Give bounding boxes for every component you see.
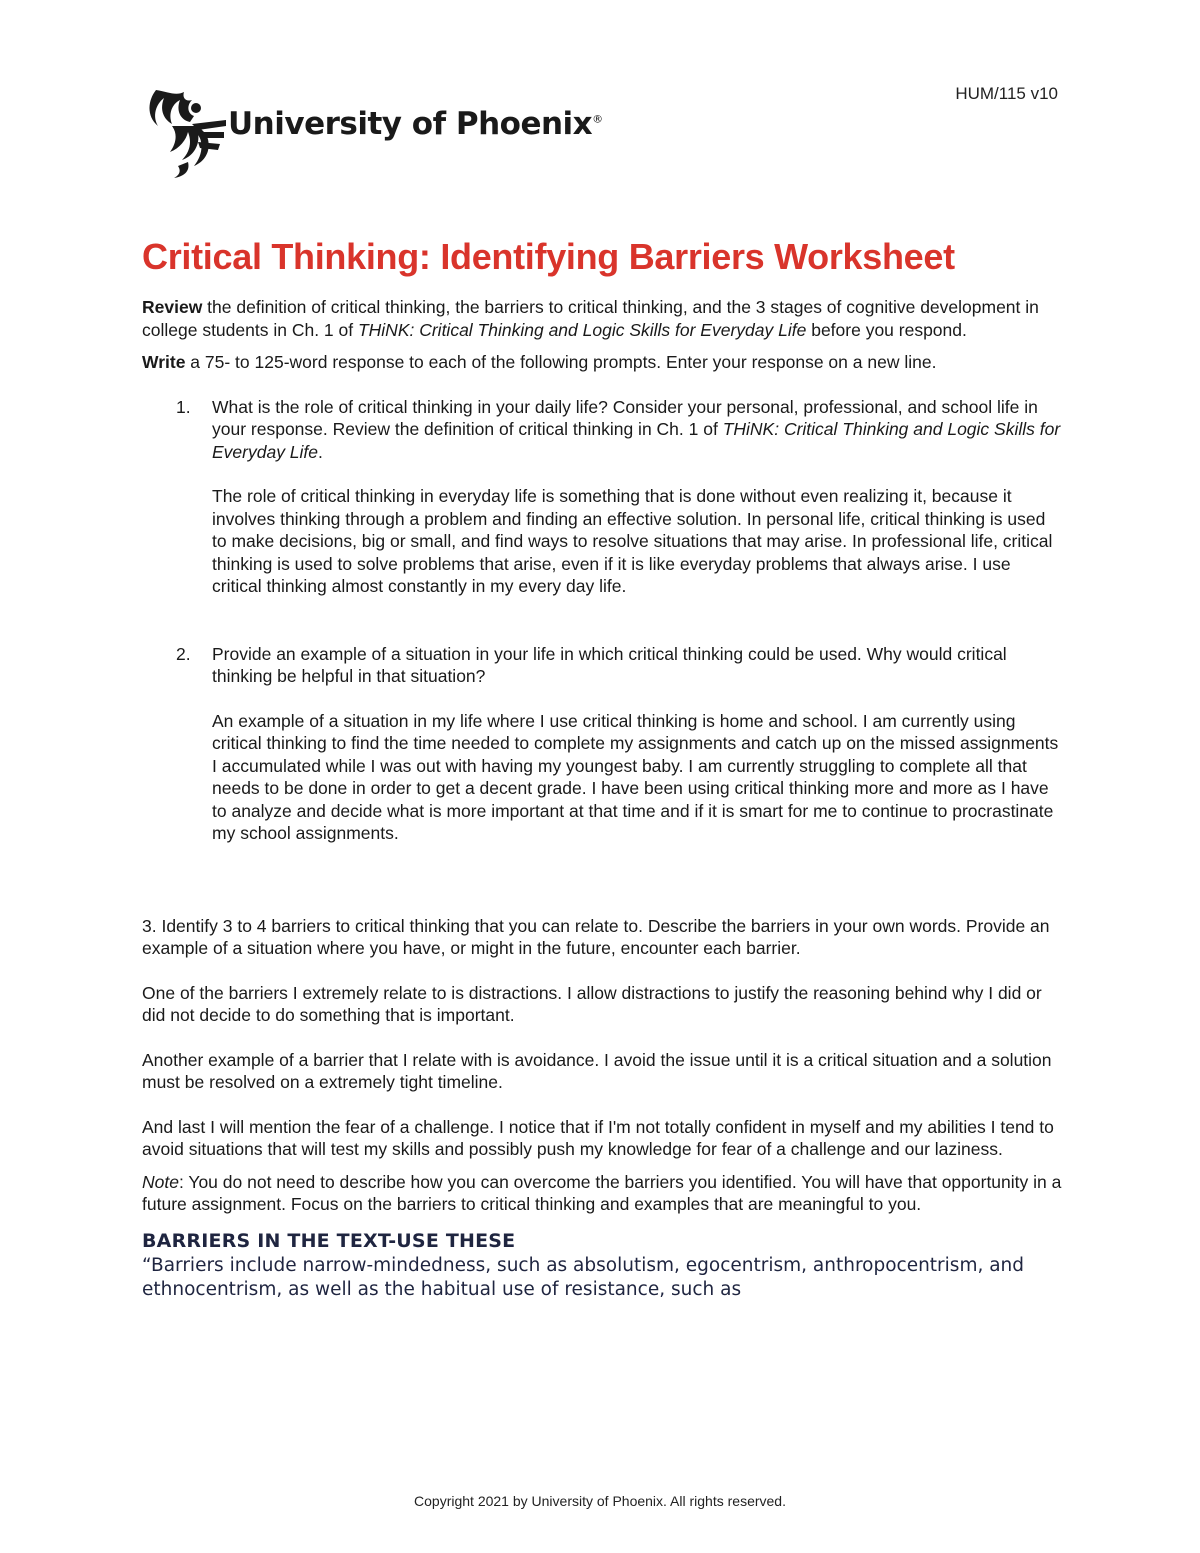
prompt-number: 1. <box>176 396 191 417</box>
prompt-question-end: . <box>318 441 323 462</box>
prompt-item-1 <box>142 396 1062 598</box>
review-book-title: THiNK: Critical Thinking and Logic Skills for Everyday Life <box>357 319 807 340</box>
prompt-question: Provide an example of a situation in your life in which critical thinking could be used. Why would critical thinking be helpful in that situation? <box>212 643 1007 686</box>
university-logo <box>142 86 603 183</box>
prompt-question <box>212 396 1062 464</box>
review-instruction <box>142 296 1062 341</box>
note-text: : You do not need to describe how you can overcome the barriers you identified. You will have that opportunity in a future assignment. Focus on the barriers to critical thinking and examples that are meaningful to you. <box>142 1171 1062 1214</box>
prompt-number: 2. <box>176 643 191 664</box>
prompt-list <box>142 396 1062 845</box>
write-label: Write <box>142 352 186 372</box>
phoenix-bird-icon <box>142 86 228 183</box>
course-code: HUM/115 v10 <box>955 84 1058 103</box>
registered-mark: ® <box>592 112 603 126</box>
write-instruction <box>142 351 1062 374</box>
note-label: Note <box>142 1171 179 1192</box>
note-paragraph <box>142 1171 1062 1216</box>
review-text-1: the definition of critical thinking, the barriers to critical thinking, and the 3 stages of cognitive development in college students in Ch. 1 of <box>142 297 1039 340</box>
prompt-answer: The role of critical thinking in everyday life is something that is done without even realizing it, because it involves thinking through a problem and finding an effective solution. In personal life, critical thinking is used to make decisions, big or small, and find ways to resolve situations that may arise. In professional life, critical thinking is used to solve problems that arise, even if it is like everyday problems that always arise. I use critical thinking almost constantly in my every day life. <box>212 486 1053 596</box>
page-title: Critical Thinking: Identifying Barriers Worksheet <box>142 236 955 277</box>
barriers-quote: “Barriers include narrow-mindedness, such as absolutism, egocentrism, anthropocentrism, and ethnocentrism, as well as the habitual use of resistance, such as <box>142 1254 1025 1300</box>
review-text-2: before you respond. <box>806 319 967 340</box>
prompt-question-3: 3. Identify 3 to 4 barriers to critical thinking that you can relate to. Describe the barriers in your own words. Provide an example of a situation where you have, or might in the future, encounter each barrier. <box>142 915 1050 958</box>
prompt-question-text: What is the role of critical thinking in your daily life? Consider your personal, professional, and school life in your response. Review the definition of critical thinking in Ch. 1 of <box>212 396 1038 439</box>
worksheet-content <box>142 236 1062 1302</box>
review-label: Review <box>142 297 203 317</box>
prompt-book-title: THiNK: Critical Thinking and Logic Skills for Everyday Life <box>212 419 1061 462</box>
copyright-footer: Copyright 2021 by University of Phoenix. All rights reserved. <box>414 1493 786 1509</box>
barriers-heading: BARRIERS IN THE TEXT-USE THESE <box>142 1229 516 1252</box>
barrier-answer-avoidance: Another example of a barrier that I relate with is avoidance. I avoid the issue until it is a critical situation and a solution must be resolved on a extremely tight timeline. <box>142 1049 1052 1092</box>
prompt-item-2 <box>142 643 1062 845</box>
logo-text: University of Phoenix <box>228 105 593 142</box>
logo-wordmark <box>228 106 603 142</box>
prompt-answer: An example of a situation in my life where I use critical thinking is home and school. I am currently using critical thinking to find the time needed to complete my assignments and catch up on the missed assignments I accumulated while I was out with having my youngest baby. I am currently struggling to complete all that needs to be done in order to get a decent grade. I have been using critical thinking more and more as I have to analyze and decide what is more important at that time and if it is smart for me to continue to procrastinate my school assignments. <box>212 710 1059 843</box>
write-text: a 75- to 125-word response to each of the following prompts. Enter your response on a new line. <box>185 352 937 372</box>
barrier-answer-fear: And last I will mention the fear of a challenge. I notice that if I'm not totally confident in myself and my abilities I tend to avoid situations that will test my skills and possibly push my knowledge for fear of a challenge and our laziness. <box>142 1116 1054 1159</box>
barrier-answer-distractions: One of the barriers I extremely relate to is distractions. I allow distractions to justify the reasoning behind why I did or did not decide to do something that is important. <box>142 982 1042 1025</box>
